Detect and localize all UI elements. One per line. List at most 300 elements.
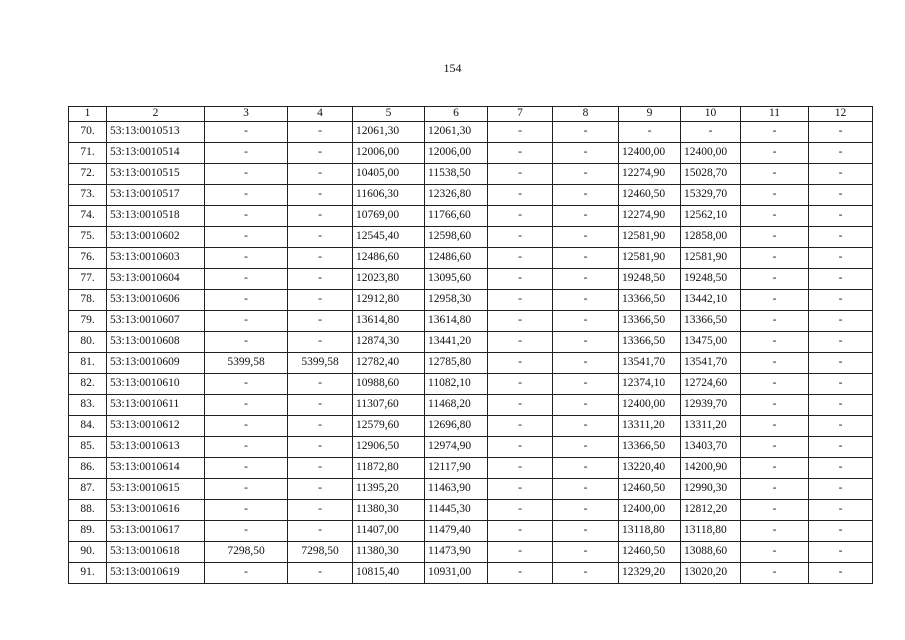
table-cell: - <box>741 521 809 542</box>
column-header: 9 <box>619 107 681 122</box>
table-row <box>69 479 873 500</box>
table-row <box>69 332 873 353</box>
table-row <box>69 563 873 584</box>
table-cell: 12696,80 <box>425 416 488 437</box>
table-cell: 12460,50 <box>619 479 681 500</box>
column-header: 5 <box>353 107 425 122</box>
table-cell: - <box>205 374 288 395</box>
table-cell: - <box>288 500 353 521</box>
table-cell: - <box>288 206 353 227</box>
table-cell: - <box>205 143 288 164</box>
table-cell: 11407,00 <box>353 521 425 542</box>
table-cell: 53:13:0010610 <box>107 374 205 395</box>
table-cell: - <box>205 395 288 416</box>
table-cell: 53:13:0010613 <box>107 437 205 458</box>
table-cell: 12326,80 <box>425 185 488 206</box>
table-cell: 13403,70 <box>681 437 741 458</box>
table-cell: - <box>809 122 873 143</box>
table-cell: 13366,50 <box>619 332 681 353</box>
page-number: 154 <box>443 61 462 75</box>
table-cell: 5399,58 <box>205 353 288 374</box>
table-cell: - <box>205 521 288 542</box>
table-cell: - <box>809 353 873 374</box>
table-cell: - <box>553 374 619 395</box>
table-cell: 13311,20 <box>681 416 741 437</box>
table-cell: 12061,30 <box>425 122 488 143</box>
table-cell: 53:13:0010518 <box>107 206 205 227</box>
table-row <box>69 521 873 542</box>
table-cell: 53:13:0010611 <box>107 395 205 416</box>
column-header: 2 <box>107 107 205 122</box>
table-cell: 85. <box>69 437 107 458</box>
table-cell: 11538,50 <box>425 164 488 185</box>
table-cell: - <box>809 563 873 584</box>
table-cell: 53:13:0010619 <box>107 563 205 584</box>
table-cell: 53:13:0010514 <box>107 143 205 164</box>
table-cell: - <box>488 269 553 290</box>
table-cell: 53:13:0010515 <box>107 164 205 185</box>
table-cell: - <box>741 437 809 458</box>
table-cell: - <box>488 332 553 353</box>
table-cell: - <box>288 521 353 542</box>
table-cell: 11766,60 <box>425 206 488 227</box>
table-cell: 13541,70 <box>681 353 741 374</box>
table-cell: 12874,30 <box>353 332 425 353</box>
table-cell: 7298,50 <box>205 542 288 563</box>
table-cell: - <box>741 248 809 269</box>
table-row <box>69 458 873 479</box>
table-cell: - <box>205 437 288 458</box>
table-cell: - <box>741 185 809 206</box>
table-cell: - <box>488 122 553 143</box>
table-cell: - <box>205 206 288 227</box>
table-cell: - <box>741 164 809 185</box>
table-cell: - <box>488 185 553 206</box>
table-cell: 12598,60 <box>425 227 488 248</box>
table-cell: - <box>488 227 553 248</box>
table-cell: - <box>488 521 553 542</box>
table-cell: - <box>809 143 873 164</box>
table-cell: 53:13:0010517 <box>107 185 205 206</box>
table-row <box>69 416 873 437</box>
table-cell: - <box>288 185 353 206</box>
table-cell: 79. <box>69 311 107 332</box>
table-cell: 53:13:0010609 <box>107 353 205 374</box>
column-header: 10 <box>681 107 741 122</box>
table-cell: - <box>288 290 353 311</box>
table-cell: 13220,40 <box>619 458 681 479</box>
table-cell: 10769,00 <box>353 206 425 227</box>
table-cell: - <box>488 311 553 332</box>
table-cell: 11445,30 <box>425 500 488 521</box>
table-cell: - <box>488 206 553 227</box>
table-cell: - <box>205 479 288 500</box>
table-cell: - <box>553 500 619 521</box>
table-cell: 13366,50 <box>619 437 681 458</box>
table-cell: 53:13:0010513 <box>107 122 205 143</box>
table-cell: - <box>809 311 873 332</box>
table-cell: - <box>741 206 809 227</box>
table-cell: - <box>288 374 353 395</box>
table-cell: - <box>205 164 288 185</box>
table-cell: - <box>741 227 809 248</box>
table-cell: 76. <box>69 248 107 269</box>
table-cell: 13366,50 <box>619 311 681 332</box>
table-cell: 13441,20 <box>425 332 488 353</box>
table-cell: 78. <box>69 290 107 311</box>
table-row <box>69 374 873 395</box>
table-cell: - <box>553 311 619 332</box>
table-cell: 12460,50 <box>619 542 681 563</box>
table-cell: 70. <box>69 122 107 143</box>
table-cell: - <box>488 164 553 185</box>
table-cell: 88. <box>69 500 107 521</box>
column-header: 1 <box>69 107 107 122</box>
table-cell: 13118,80 <box>619 521 681 542</box>
table-cell: 81. <box>69 353 107 374</box>
table-cell: - <box>205 290 288 311</box>
table-cell: 12958,30 <box>425 290 488 311</box>
table-cell: - <box>809 374 873 395</box>
table-cell: 13541,70 <box>619 353 681 374</box>
table-cell: - <box>288 227 353 248</box>
table-cell: 11606,30 <box>353 185 425 206</box>
table-cell: 12486,60 <box>353 248 425 269</box>
table-cell: - <box>741 353 809 374</box>
table-cell: 12562,10 <box>681 206 741 227</box>
table-cell: - <box>288 458 353 479</box>
table-cell: - <box>205 332 288 353</box>
table-cell: 13118,80 <box>681 521 741 542</box>
column-header: 3 <box>205 107 288 122</box>
table-cell: 13366,50 <box>681 311 741 332</box>
table-cell: 53:13:0010616 <box>107 500 205 521</box>
table-cell: 11463,90 <box>425 479 488 500</box>
table-cell: 12006,00 <box>353 143 425 164</box>
table-cell: 11380,30 <box>353 500 425 521</box>
table-cell: - <box>741 458 809 479</box>
column-header: 4 <box>288 107 353 122</box>
table-cell: 89. <box>69 521 107 542</box>
table-cell: - <box>488 143 553 164</box>
table-cell: 12581,90 <box>681 248 741 269</box>
table-cell: - <box>288 479 353 500</box>
table-cell: 12579,60 <box>353 416 425 437</box>
table-row <box>69 542 873 563</box>
table-cell: 12545,40 <box>353 227 425 248</box>
table-cell: 19248,50 <box>681 269 741 290</box>
table-cell: - <box>288 311 353 332</box>
table-cell: 80. <box>69 332 107 353</box>
table-cell: 7298,50 <box>288 542 353 563</box>
table-cell: - <box>741 374 809 395</box>
data-table <box>68 106 873 584</box>
table-row <box>69 500 873 521</box>
table-cell: 53:13:0010604 <box>107 269 205 290</box>
table-cell: - <box>741 395 809 416</box>
table-cell: 11473,90 <box>425 542 488 563</box>
table-cell: 75. <box>69 227 107 248</box>
table-cell: 87. <box>69 479 107 500</box>
table-cell: 12400,00 <box>619 395 681 416</box>
table-cell: 12374,10 <box>619 374 681 395</box>
table-cell: - <box>741 122 809 143</box>
table-cell: 13442,10 <box>681 290 741 311</box>
table-cell: 14200,90 <box>681 458 741 479</box>
table-cell: - <box>205 269 288 290</box>
table-cell: - <box>741 311 809 332</box>
table-cell: 83. <box>69 395 107 416</box>
table-cell: - <box>809 500 873 521</box>
table-row <box>69 269 873 290</box>
table-cell: - <box>488 248 553 269</box>
table-cell: 12023,80 <box>353 269 425 290</box>
table-cell: - <box>488 374 553 395</box>
table-cell: - <box>553 521 619 542</box>
table-cell: 13614,80 <box>353 311 425 332</box>
table-cell: 13095,60 <box>425 269 488 290</box>
table-cell: - <box>741 563 809 584</box>
table-cell: - <box>488 500 553 521</box>
table-cell: - <box>488 395 553 416</box>
table-cell: - <box>553 185 619 206</box>
table-cell: - <box>288 143 353 164</box>
table-cell: - <box>288 332 353 353</box>
table-cell: 11872,80 <box>353 458 425 479</box>
table-row <box>69 206 873 227</box>
table-row <box>69 395 873 416</box>
table-cell: 12812,20 <box>681 500 741 521</box>
table-cell: - <box>205 311 288 332</box>
table-row <box>69 122 873 143</box>
table-cell: - <box>809 479 873 500</box>
table-cell: 13311,20 <box>619 416 681 437</box>
table-cell: - <box>205 416 288 437</box>
table-cell: - <box>288 248 353 269</box>
table-cell: 12785,80 <box>425 353 488 374</box>
table-cell: 12329,20 <box>619 563 681 584</box>
table-cell: - <box>553 563 619 584</box>
table-cell: - <box>741 500 809 521</box>
table-cell: - <box>809 395 873 416</box>
column-header: 11 <box>741 107 809 122</box>
table-cell: 11082,10 <box>425 374 488 395</box>
table-row <box>69 185 873 206</box>
table-cell: - <box>619 122 681 143</box>
table-cell: - <box>488 353 553 374</box>
column-header: 8 <box>553 107 619 122</box>
table-cell: - <box>488 416 553 437</box>
table-cell: - <box>809 332 873 353</box>
table-cell: - <box>809 248 873 269</box>
table-cell: 73. <box>69 185 107 206</box>
table-cell: 72. <box>69 164 107 185</box>
table-cell: - <box>553 143 619 164</box>
table-cell: 12400,00 <box>619 143 681 164</box>
table-cell: - <box>809 458 873 479</box>
table-cell: - <box>488 563 553 584</box>
table-cell: - <box>741 542 809 563</box>
table-header-row <box>69 107 873 122</box>
column-header: 7 <box>488 107 553 122</box>
table-cell: - <box>681 122 741 143</box>
table-row <box>69 311 873 332</box>
table-cell: 84. <box>69 416 107 437</box>
table-cell: - <box>553 122 619 143</box>
table-cell: - <box>488 479 553 500</box>
table-cell: - <box>288 437 353 458</box>
table-cell: 12906,50 <box>353 437 425 458</box>
table-cell: 53:13:0010615 <box>107 479 205 500</box>
table-cell: 13020,20 <box>681 563 741 584</box>
table-cell: 13475,00 <box>681 332 741 353</box>
table-cell: 12061,30 <box>353 122 425 143</box>
table-cell: - <box>205 227 288 248</box>
table-cell: - <box>288 416 353 437</box>
table-cell: - <box>205 500 288 521</box>
table-cell: - <box>741 290 809 311</box>
table-cell: - <box>553 395 619 416</box>
table-cell: - <box>205 248 288 269</box>
table-cell: 12974,90 <box>425 437 488 458</box>
table-cell: 12724,60 <box>681 374 741 395</box>
table-cell: - <box>741 269 809 290</box>
table-cell: - <box>488 458 553 479</box>
table-cell: 12939,70 <box>681 395 741 416</box>
table-cell: - <box>205 185 288 206</box>
table-cell: 11380,30 <box>353 542 425 563</box>
table-cell: 53:13:0010602 <box>107 227 205 248</box>
table-cell: - <box>488 290 553 311</box>
table-cell: - <box>288 122 353 143</box>
table-cell: 90. <box>69 542 107 563</box>
table-cell: 12858,00 <box>681 227 741 248</box>
table-cell: 53:13:0010607 <box>107 311 205 332</box>
table-cell: - <box>205 563 288 584</box>
table-cell: 12006,00 <box>425 143 488 164</box>
table-row <box>69 227 873 248</box>
table-cell: 10815,40 <box>353 563 425 584</box>
table-cell: 12400,00 <box>619 500 681 521</box>
table-body <box>69 122 873 584</box>
table-cell: - <box>741 479 809 500</box>
table-cell: 74. <box>69 206 107 227</box>
table-cell: 53:13:0010612 <box>107 416 205 437</box>
table-cell: 15329,70 <box>681 185 741 206</box>
table-cell: 13366,50 <box>619 290 681 311</box>
table-cell: - <box>553 164 619 185</box>
column-header: 12 <box>809 107 873 122</box>
table-cell: 53:13:0010617 <box>107 521 205 542</box>
table-row <box>69 353 873 374</box>
table-cell: - <box>553 458 619 479</box>
table-cell: 10405,00 <box>353 164 425 185</box>
table-cell: 12782,40 <box>353 353 425 374</box>
table-cell: 10988,60 <box>353 374 425 395</box>
table-cell: 11479,40 <box>425 521 488 542</box>
table-cell: - <box>553 227 619 248</box>
table-cell: - <box>553 479 619 500</box>
table-cell: 12486,60 <box>425 248 488 269</box>
table-cell: - <box>488 437 553 458</box>
table-cell: - <box>741 143 809 164</box>
table-cell: - <box>553 248 619 269</box>
table-cell: 10931,00 <box>425 563 488 584</box>
table-row <box>69 143 873 164</box>
table-cell: - <box>553 416 619 437</box>
table-cell: - <box>809 227 873 248</box>
table-cell: 82. <box>69 374 107 395</box>
table-cell: 91. <box>69 563 107 584</box>
table-cell: 12990,30 <box>681 479 741 500</box>
table-cell: 11307,60 <box>353 395 425 416</box>
table-cell: - <box>288 563 353 584</box>
table-cell: 5399,58 <box>288 353 353 374</box>
table-row <box>69 248 873 269</box>
table-cell: 86. <box>69 458 107 479</box>
table-cell: 53:13:0010606 <box>107 290 205 311</box>
table-cell: 19248,50 <box>619 269 681 290</box>
table-cell: - <box>809 437 873 458</box>
table-cell: 53:13:0010608 <box>107 332 205 353</box>
table-cell: - <box>288 269 353 290</box>
table-cell: 12117,90 <box>425 458 488 479</box>
table-cell: - <box>809 269 873 290</box>
table-cell: 12274,90 <box>619 164 681 185</box>
table-cell: 12400,00 <box>681 143 741 164</box>
table-cell: 53:13:0010618 <box>107 542 205 563</box>
table-cell: - <box>553 332 619 353</box>
table-cell: - <box>553 542 619 563</box>
table-cell: - <box>205 458 288 479</box>
table-cell: 13088,60 <box>681 542 741 563</box>
table-cell: 12581,90 <box>619 227 681 248</box>
table-cell: - <box>553 437 619 458</box>
table-cell: - <box>288 164 353 185</box>
table-cell: 11395,20 <box>353 479 425 500</box>
table-cell: 53:13:0010603 <box>107 248 205 269</box>
table-cell: 12581,90 <box>619 248 681 269</box>
table-cell: 71. <box>69 143 107 164</box>
table-cell: 12274,90 <box>619 206 681 227</box>
table-cell: - <box>488 542 553 563</box>
table-row <box>69 164 873 185</box>
table-cell: - <box>809 290 873 311</box>
table-cell: - <box>553 290 619 311</box>
table-cell: - <box>288 395 353 416</box>
table-cell: - <box>809 164 873 185</box>
table-cell: - <box>741 416 809 437</box>
table-cell: - <box>553 269 619 290</box>
table-cell: 11468,20 <box>425 395 488 416</box>
table-cell: - <box>809 521 873 542</box>
table-cell: 15028,70 <box>681 164 741 185</box>
table-row <box>69 290 873 311</box>
table-cell: 12460,50 <box>619 185 681 206</box>
table-cell: - <box>809 185 873 206</box>
column-header: 6 <box>425 107 488 122</box>
table-cell: 53:13:0010614 <box>107 458 205 479</box>
table-cell: - <box>809 542 873 563</box>
table-cell: - <box>809 416 873 437</box>
table-row <box>69 437 873 458</box>
table-cell: 12912,80 <box>353 290 425 311</box>
table-cell: - <box>205 122 288 143</box>
table-cell: 13614,80 <box>425 311 488 332</box>
table-cell: - <box>741 332 809 353</box>
table-cell: - <box>553 206 619 227</box>
table-cell: 77. <box>69 269 107 290</box>
